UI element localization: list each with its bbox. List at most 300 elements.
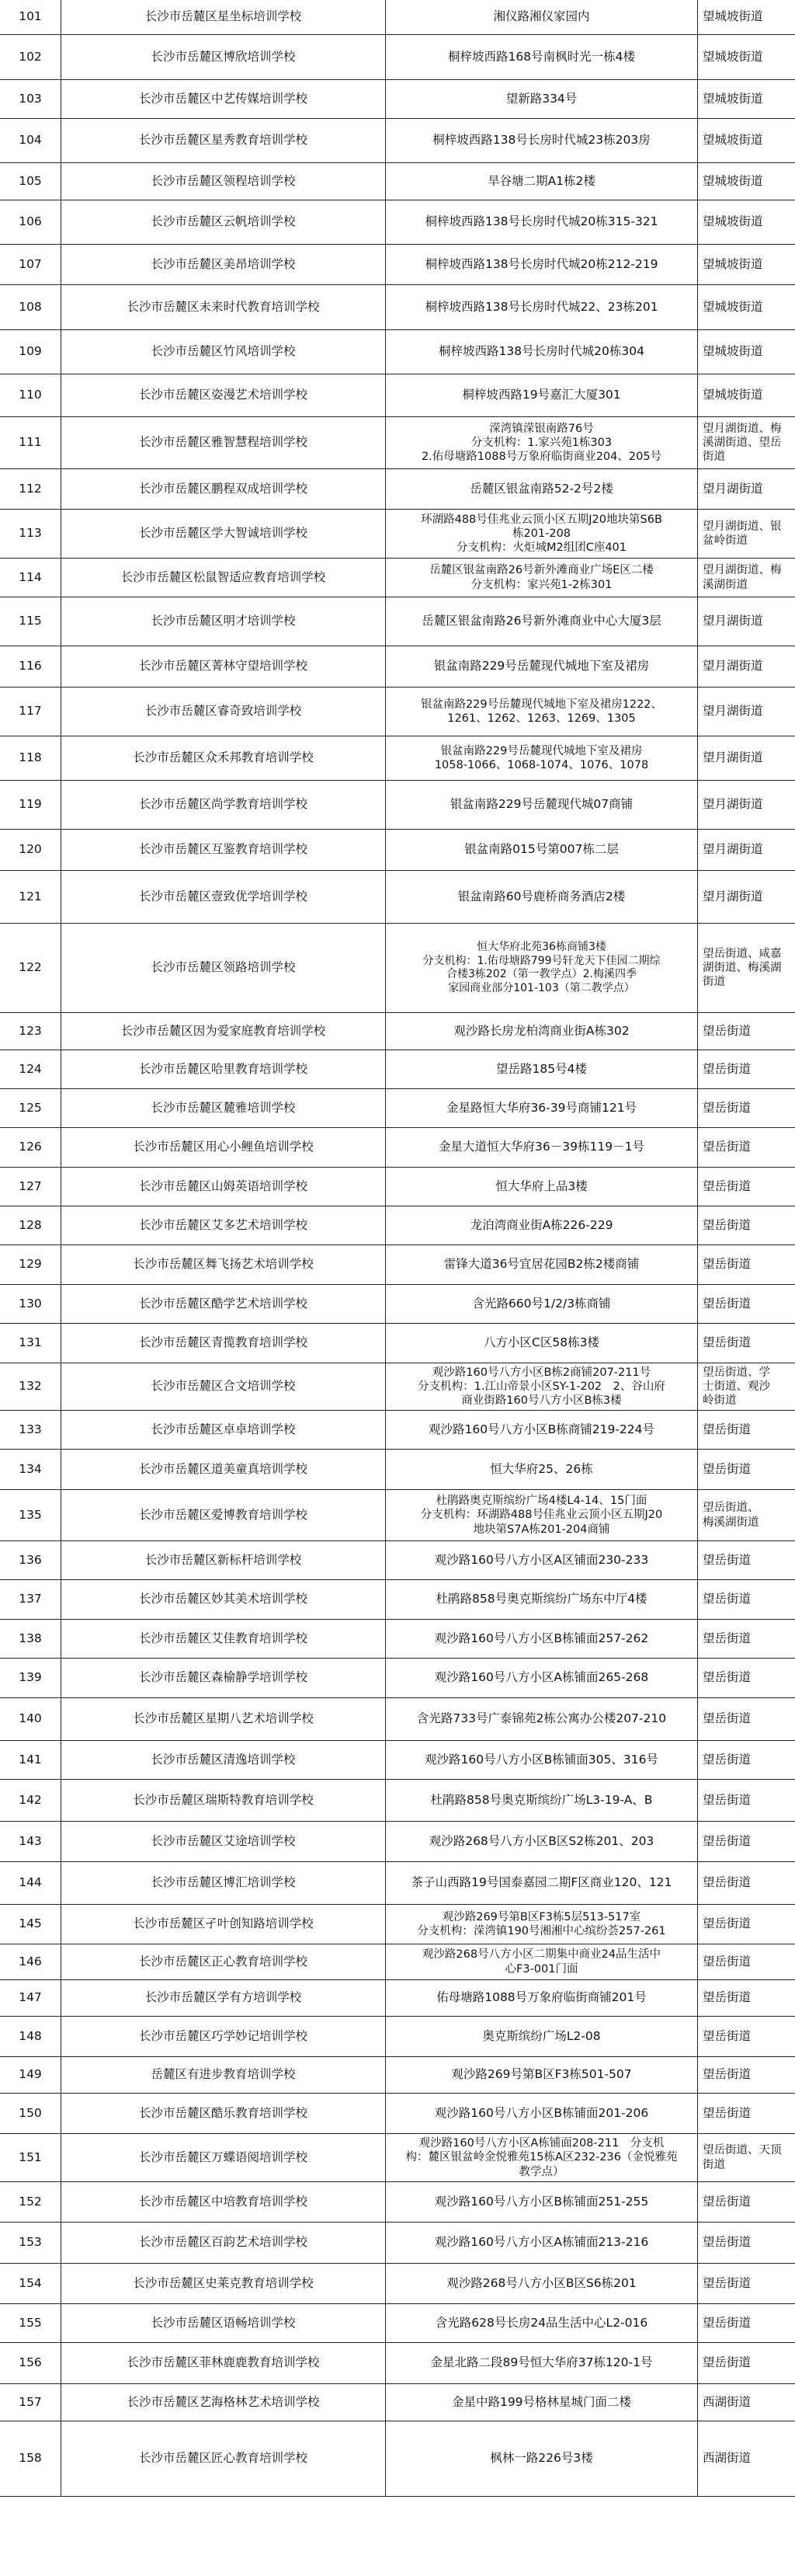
school-name: 长沙市岳麓区森榆静学培训学校 <box>61 1659 385 1697</box>
row-number: 114 <box>19 569 42 584</box>
street-office-line: 望月湖街道 <box>703 797 763 812</box>
table-row <box>0 285 795 330</box>
table-row <box>0 1905 795 1944</box>
school-name: 长沙市岳麓区山姆英语培训学校 <box>61 1168 385 1206</box>
street-office-line: 望岳街道、 <box>703 1502 759 1515</box>
street-office <box>697 1862 795 1904</box>
street-office <box>697 2304 795 2342</box>
school-address <box>385 285 697 329</box>
street-office <box>697 80 795 118</box>
street-office <box>697 330 795 374</box>
school-name: 长沙市岳麓区道美童真培训学校 <box>61 1450 385 1489</box>
row-number: 147 <box>19 1990 42 2005</box>
school-name: 长沙市岳麓区竹风培训学校 <box>61 330 385 374</box>
street-office <box>697 1089 795 1127</box>
school-address-line: 奥克斯缤纷广场L2-08 <box>482 2028 601 2043</box>
table-row <box>0 736 795 781</box>
school-address-line: 观沙路160号八方小区B栋2商铺207-211号 <box>432 1366 651 1379</box>
street-office-line: 望岳街道 <box>703 1833 752 1848</box>
row-number: 150 <box>19 2105 42 2120</box>
school-address-line: 分支机构：火炬城M2组团C座401 <box>456 541 627 555</box>
street-office-line: 望岳街道 <box>703 1875 752 1890</box>
school-address-line: 桐梓坡西路138号长房时代城22、23栋201 <box>425 299 658 314</box>
table-row <box>0 1862 795 1905</box>
table-row <box>0 417 795 469</box>
street-office-line: 街道 <box>703 976 725 989</box>
school-address-line: 岳麓区银盆南路26号新外滩商业中心大厦3层 <box>422 614 661 628</box>
table-row <box>0 1541 795 1580</box>
school-address-line: 含光路660号1/2/3栋商铺 <box>472 1296 611 1311</box>
table-row <box>0 330 795 374</box>
street-office-line: 望岳街道 <box>703 1140 752 1154</box>
school-address-line: 观沙路160号八方小区A栋铺面265-268 <box>434 1670 649 1685</box>
school-address-line: 分支机构：1.家兴苑1栋303 <box>470 436 613 449</box>
school-address <box>385 1862 697 1904</box>
street-office-line: 望岳街道、学 <box>703 1366 770 1379</box>
street-office <box>697 924 795 1012</box>
school-address-line: 银盆南路229号岳麓现代城地下室及裙房 <box>433 659 650 674</box>
row-number: 135 <box>19 1507 42 1522</box>
street-office-line: 望岳街道 <box>703 1178 752 1193</box>
school-name: 长沙市岳麓区众禾邦教育培训学校 <box>61 736 385 780</box>
school-name: 长沙市岳麓区新标杆培训学校 <box>61 1541 385 1579</box>
street-office-line: 望岳街道 <box>703 2355 752 2370</box>
row-number: 123 <box>19 1023 42 1038</box>
row-number: 128 <box>19 1217 42 1232</box>
school-address-line: 观沙路268号八方小区B区S2栋201、203 <box>429 1833 654 1848</box>
school-address-line: 金星路恒大华府36-39号商铺121号 <box>446 1100 637 1115</box>
row-number: 140 <box>19 1711 42 1726</box>
street-office-line: 梅溪湖街道 <box>703 1516 759 1529</box>
street-office <box>697 1822 795 1861</box>
street-office <box>697 1741 795 1779</box>
school-name: 长沙市岳麓区哈里教育培训学校 <box>61 1050 385 1088</box>
street-office <box>697 469 795 509</box>
street-office <box>697 1206 795 1244</box>
school-address-line: 银盆南路229号岳麓现代城07商铺 <box>450 797 634 812</box>
street-office <box>697 285 795 329</box>
school-address-line: 银盆南路229号岳麓现代城地下室及裙房 <box>440 744 643 757</box>
school-name: 长沙市岳麓区用心小鲤鱼培训学校 <box>61 1128 385 1167</box>
school-address-line: 杜鹃路858号奥克斯缤纷广场L3-19-A、B <box>430 1792 653 1807</box>
row-number: 134 <box>19 1461 42 1476</box>
school-address <box>385 1980 697 2016</box>
school-address <box>385 1741 697 1779</box>
school-address <box>385 200 697 244</box>
table-row <box>0 871 795 924</box>
street-office-line: 望岳街道 <box>703 1631 752 1645</box>
school-name: 长沙市岳麓区中培教育培训学校 <box>61 2182 385 2222</box>
street-office-line: 望岳街道 <box>703 1752 752 1767</box>
street-office-line: 街道 <box>703 451 725 464</box>
street-office <box>697 2384 795 2421</box>
school-address-line: 观沙路160号八方小区A栋铺面213-216 <box>434 2235 649 2250</box>
table-row <box>0 2094 795 2134</box>
street-office-line: 望岳街道 <box>703 1257 752 1272</box>
school-address <box>385 1490 697 1540</box>
row-number: 126 <box>19 1140 42 1154</box>
street-office-line: 望月湖街道、梅 <box>703 564 782 577</box>
street-office-line: 望岳街道 <box>703 1592 752 1607</box>
street-office <box>697 0 795 34</box>
school-address <box>385 35 697 79</box>
row-number: 156 <box>19 2355 42 2370</box>
school-address-line: 2.佑母塘路1088号万象府临街商业204、205号 <box>421 451 662 464</box>
school-address <box>385 1013 697 1050</box>
row-number: 111 <box>19 435 42 450</box>
school-address-line: 八方小区C区58栋3楼 <box>484 1335 599 1350</box>
street-office <box>697 2421 795 2496</box>
street-office-line: 望月湖街道、梅 <box>703 422 782 435</box>
school-address-line: 构：麓区银盆岭金悦雅苑15栋A区232-236（金悦雅苑 <box>405 2151 678 2164</box>
row-number: 121 <box>19 889 42 903</box>
school-address-line: 含光路628号长房24品生活中心L2-016 <box>435 2315 648 2330</box>
street-office-line: 望城坡街道 <box>703 388 763 402</box>
school-name: 长沙市岳麓区美昂培训学校 <box>61 245 385 284</box>
school-address-line: 桐梓坡西路138号长房时代城20栋212-219 <box>425 256 658 271</box>
table-row <box>0 2421 795 2497</box>
street-office-line: 望岳街道 <box>703 2275 752 2290</box>
school-address <box>385 1698 697 1740</box>
school-name: 长沙市岳麓区星秀教育培训学校 <box>61 119 385 162</box>
street-office <box>697 1780 795 1821</box>
school-address <box>385 2304 697 2342</box>
table-row <box>0 469 795 510</box>
street-office <box>697 1980 795 2016</box>
street-office-line: 望岳街道 <box>703 1335 752 1350</box>
school-address <box>385 1128 697 1167</box>
table-row <box>0 1363 795 1411</box>
school-name: 长沙市岳麓区雅智慧程培训学校 <box>61 417 385 468</box>
school-name: 岳麓区有进步教育培训学校 <box>61 2057 385 2093</box>
street-office-line: 望岳街道 <box>703 2028 752 2043</box>
street-office-line: 望城坡街道 <box>703 214 763 229</box>
street-office-line: 士街道、观沙 <box>703 1380 770 1393</box>
school-address <box>385 1050 697 1088</box>
street-office-line: 盆岭街道 <box>703 534 748 547</box>
row-number: 105 <box>19 173 42 188</box>
street-office-line: 望城坡街道 <box>703 344 763 359</box>
street-office-line: 望岳街道 <box>703 1916 752 1931</box>
table-row <box>0 2134 795 2182</box>
school-name: 长沙市岳麓区酷乐教育培训学校 <box>61 2094 385 2133</box>
school-address-line: 龙泊湾商业街A栋226-229 <box>470 1217 613 1232</box>
school-name: 长沙市岳麓区领路培训学校 <box>61 924 385 1012</box>
row-number: 122 <box>19 960 42 975</box>
school-address-line: 分支机构：家兴苑1-2栋301 <box>470 578 613 591</box>
school-name: 长沙市岳麓区孑叶创知路培训学校 <box>61 1905 385 1944</box>
table-row <box>0 1411 795 1450</box>
school-address-line: 恒大华府上品3楼 <box>495 1178 588 1193</box>
table-row <box>0 2017 795 2057</box>
street-office-line: 溪湖街道 <box>703 578 748 591</box>
school-address-line: 恒大华府25、26栋 <box>490 1461 593 1476</box>
school-address-line: 商业街路160号八方小区B栋3楼 <box>461 1394 622 1408</box>
street-office-line: 望岳街道 <box>703 1792 752 1807</box>
school-name: 长沙市岳麓区清逸培训学校 <box>61 1741 385 1779</box>
school-address <box>385 80 697 118</box>
street-office-line: 望岳街道 <box>703 1422 752 1436</box>
row-number: 154 <box>19 2275 42 2290</box>
row-number: 129 <box>19 1257 42 1272</box>
school-address-line: 杜鹃路奥克斯缤纷广场4楼L4-14、15门面 <box>436 1495 647 1508</box>
table-row <box>0 80 795 119</box>
street-office-line: 望月湖街道 <box>703 614 763 628</box>
school-address-line: 地块第S7A栋201-204商铺 <box>473 1523 610 1536</box>
school-address-line: 栋201-208 <box>512 527 571 540</box>
row-number: 130 <box>19 1296 42 1311</box>
row-number: 110 <box>19 388 42 402</box>
table-row <box>0 2343 795 2384</box>
school-name: 长沙市岳麓区合文培训学校 <box>61 1363 385 1410</box>
row-number: 138 <box>19 1631 42 1645</box>
row-number: 104 <box>19 133 42 148</box>
street-office-line: 望城坡街道 <box>703 91 763 106</box>
table-row <box>0 35 795 80</box>
school-address <box>385 330 697 374</box>
school-address-line: 恒大华府北苑36栋商铺3楼 <box>477 941 606 953</box>
school-address-line: 桐梓坡西路138号长房时代城20栋304 <box>439 344 644 359</box>
row-number: 107 <box>19 256 42 271</box>
row-number: 136 <box>19 1552 42 1567</box>
school-name: 长沙市岳麓区青揽教育培训学校 <box>61 1324 385 1363</box>
school-name: 长沙市岳麓区菁林守望培训学校 <box>61 646 385 687</box>
school-address-line: 岳麓区银盆南路52-2号2楼 <box>470 481 613 496</box>
school-address-line: 桐梓坡西路168号南枫时光一栋4楼 <box>448 49 635 64</box>
table-row <box>0 119 795 163</box>
school-address-line: 分支机构：1.佑母塘路799号轩龙天下佳园二期综 <box>422 954 661 967</box>
street-office-line: 望岳街道 <box>703 1552 752 1567</box>
school-address <box>385 871 697 923</box>
school-address <box>385 1324 697 1363</box>
row-number: 118 <box>19 750 42 765</box>
school-address <box>385 1411 697 1449</box>
street-office <box>697 2017 795 2056</box>
street-office <box>697 1411 795 1449</box>
street-office <box>697 1363 795 1410</box>
school-address-line: 环湖路488号佳兆业云顶小区五期J20地块第S6B <box>421 513 662 526</box>
school-address-line: 雷锋大道36号宜居花园B2栋2楼商铺 <box>443 1257 640 1272</box>
school-address <box>385 1944 697 1979</box>
school-address <box>385 2134 697 2181</box>
table-row <box>0 2304 795 2343</box>
row-number: 148 <box>19 2028 42 2043</box>
street-office <box>697 646 795 687</box>
school-address-line: 观沙路268号八方小区B区S6栋201 <box>446 2275 637 2290</box>
row-number: 131 <box>19 1335 42 1350</box>
street-office-line: 望月湖街道 <box>703 659 763 674</box>
school-address-line: 桐梓坡西路19号嘉汇大厦301 <box>462 388 621 402</box>
street-office-line: 望城坡街道 <box>703 9 763 24</box>
table-row <box>0 1324 795 1363</box>
row-number: 141 <box>19 1752 42 1767</box>
row-number: 155 <box>19 2315 42 2330</box>
street-office <box>697 736 795 780</box>
school-name: 长沙市岳麓区学有方培训学校 <box>61 1980 385 2016</box>
street-office <box>697 559 795 597</box>
row-number: 133 <box>19 1422 42 1436</box>
street-office <box>697 781 795 829</box>
table-row <box>0 0 795 35</box>
school-address-line: 银盆南路015号第007栋二层 <box>464 842 619 857</box>
school-address-line: 旱谷塘二期A1栋2楼 <box>488 173 595 188</box>
street-office <box>697 1490 795 1540</box>
school-name: 长沙市岳麓区博汇培训学校 <box>61 1862 385 1904</box>
school-address <box>385 1541 697 1579</box>
school-address <box>385 559 697 597</box>
street-office <box>697 510 795 558</box>
school-name: 长沙市岳麓区中艺传媒培训学校 <box>61 80 385 118</box>
school-address-line: 茶子山西路19号国泰嘉园二期F区商业120、121 <box>411 1875 672 1890</box>
row-number: 157 <box>19 2394 42 2409</box>
street-office-line: 西湖街道 <box>703 2394 752 2409</box>
row-number: 124 <box>19 1061 42 1076</box>
table-row <box>0 374 795 417</box>
street-office <box>697 163 795 200</box>
school-address <box>385 1450 697 1489</box>
school-address-line: 观沙路长房龙柏湾商业街A栋302 <box>453 1023 630 1038</box>
school-address-line: 家园商业部分101-103（第二教学点） <box>448 981 635 994</box>
table-row <box>0 646 795 688</box>
street-office <box>697 1013 795 1050</box>
school-address <box>385 374 697 416</box>
street-office-line: 望月湖街道 <box>703 842 763 857</box>
table-row <box>0 830 795 871</box>
table-row <box>0 1128 795 1168</box>
school-name: 长沙市岳麓区舞飞扬艺术培训学校 <box>61 1245 385 1284</box>
street-office <box>697 119 795 162</box>
street-office-line: 望岳街道 <box>703 1100 752 1115</box>
school-address-line: 观沙路160号八方小区A区铺面230-233 <box>434 1552 649 1567</box>
school-name: 长沙市岳麓区正心教育培训学校 <box>61 1944 385 1979</box>
school-address-line: 杜鹃路858号奥克斯缤纷广场东中厅4楼 <box>436 1592 647 1607</box>
school-address <box>385 163 697 200</box>
street-office-line: 望岳街道 <box>703 2194 752 2209</box>
table-row <box>0 1050 795 1089</box>
school-address-line: 枫林一路226号3楼 <box>490 2451 593 2466</box>
school-address <box>385 1168 697 1206</box>
table-row <box>0 559 795 597</box>
school-address <box>385 1363 697 1410</box>
street-office <box>697 1128 795 1167</box>
school-name: 长沙市岳麓区史莱克教育培训学校 <box>61 2264 385 2303</box>
school-address <box>385 469 697 509</box>
school-address <box>385 2384 697 2421</box>
school-address-line: 分支机构：溁湾镇190号湘湘中心缤纷荟257-261 <box>417 1925 666 1937</box>
school-address-line: 观沙路160号八方小区B栋铺面201-206 <box>434 2105 649 2120</box>
school-address-line: 观沙路160号八方小区A栋铺面208-211 分支机 <box>418 2137 665 2150</box>
school-name: 长沙市岳麓区明才培训学校 <box>61 597 385 646</box>
table-row <box>0 781 795 830</box>
row-number: 119 <box>19 797 42 812</box>
school-name: 长沙市岳麓区互鉴教育培训学校 <box>61 830 385 870</box>
school-name: 长沙市岳麓区麓雅培训学校 <box>61 1089 385 1127</box>
school-address-line: 桐梓坡西路138号长房时代城20栋315-321 <box>425 214 658 229</box>
school-address-line: 银盆南路229号岳麓现代城地下室及裙房1222、 <box>420 698 663 711</box>
street-office <box>697 597 795 646</box>
street-office-line: 望岳街道 <box>703 1670 752 1685</box>
table-row <box>0 1580 795 1620</box>
school-address <box>385 2017 697 2056</box>
row-number: 146 <box>19 1954 42 1969</box>
row-number: 120 <box>19 842 42 857</box>
school-address-line: 1058-1066、1068-1074、1076、1078 <box>434 759 649 771</box>
school-address <box>385 1905 697 1944</box>
row-number: 137 <box>19 1592 42 1607</box>
street-office-line: 望城坡街道 <box>703 173 763 188</box>
street-office <box>697 1245 795 1284</box>
school-name: 长沙市岳麓区姿漫艺术培训学校 <box>61 374 385 416</box>
row-number: 145 <box>19 1916 42 1931</box>
school-address-line: 观沙路160号八方小区B栋铺面257-262 <box>434 1631 649 1645</box>
school-name: 长沙市岳麓区菲林鹿鹿教育培训学校 <box>61 2343 385 2383</box>
school-address <box>385 2057 697 2093</box>
school-name: 长沙市岳麓区学大智诚培训学校 <box>61 510 385 558</box>
street-office <box>697 1541 795 1579</box>
school-address-line: 合楼3栋202（第一教学点）2.梅溪四季 <box>446 968 637 980</box>
street-office-line: 望岳街道 <box>703 1061 752 1076</box>
school-address <box>385 830 697 870</box>
row-number: 116 <box>19 659 42 674</box>
row-number: 143 <box>19 1833 42 1848</box>
table-row <box>0 1620 795 1659</box>
row-number: 132 <box>19 1379 42 1394</box>
street-office-line: 望岳街道 <box>703 2235 752 2250</box>
school-address <box>385 736 697 780</box>
street-office <box>697 245 795 284</box>
street-office-line: 西湖街道 <box>703 2451 752 2466</box>
school-name: 长沙市岳麓区云帆培训学校 <box>61 200 385 244</box>
table-row <box>0 1944 795 1980</box>
school-address <box>385 597 697 646</box>
school-address-line: 1261、1262、1263、1269、1305 <box>447 712 636 725</box>
school-name: 长沙市岳麓区睿奇致培训学校 <box>61 688 385 736</box>
table-row <box>0 1285 795 1324</box>
school-address <box>385 1780 697 1821</box>
school-address <box>385 1089 697 1127</box>
row-number: 152 <box>19 2194 42 2209</box>
school-name: 长沙市岳麓区万蝶语阅培训学校 <box>61 2134 385 2181</box>
table-row <box>0 597 795 646</box>
row-number: 142 <box>19 1792 42 1807</box>
street-office <box>697 1698 795 1740</box>
street-office-line: 望岳街道 <box>703 1023 752 1038</box>
table-row <box>0 245 795 285</box>
street-office-line: 望岳街道 <box>703 1990 752 2005</box>
school-name: 长沙市岳麓区星坐标培训学校 <box>61 0 385 34</box>
street-office-line: 望月湖街道 <box>703 704 763 719</box>
school-name: 长沙市岳麓区百韵艺术培训学校 <box>61 2223 385 2263</box>
row-number: 113 <box>19 526 42 541</box>
street-office <box>697 1944 795 1979</box>
school-name: 长沙市岳麓区妙其美术培训学校 <box>61 1580 385 1619</box>
street-office-line: 望岳街道 <box>703 2105 752 2120</box>
street-office-line: 望月湖街道、银 <box>703 520 782 533</box>
table-row <box>0 1780 795 1822</box>
street-office-line: 湖街道、梅溪湖 <box>703 961 782 974</box>
school-address-line: 溁湾镇溁银南路76号 <box>489 422 594 435</box>
table-row <box>0 1490 795 1541</box>
table-row <box>0 1980 795 2017</box>
street-office-line: 望岳街道 <box>703 1296 752 1311</box>
street-office <box>697 1580 795 1619</box>
street-office <box>697 688 795 736</box>
school-name: 长沙市岳麓区爱博教育培训学校 <box>61 1490 385 1540</box>
school-address <box>385 1206 697 1244</box>
table-row <box>0 924 795 1013</box>
school-address-line: 教学点） <box>519 2165 564 2178</box>
school-address-line: 金星北路二段89号恒大华府37栋120-1号 <box>430 2355 653 2370</box>
